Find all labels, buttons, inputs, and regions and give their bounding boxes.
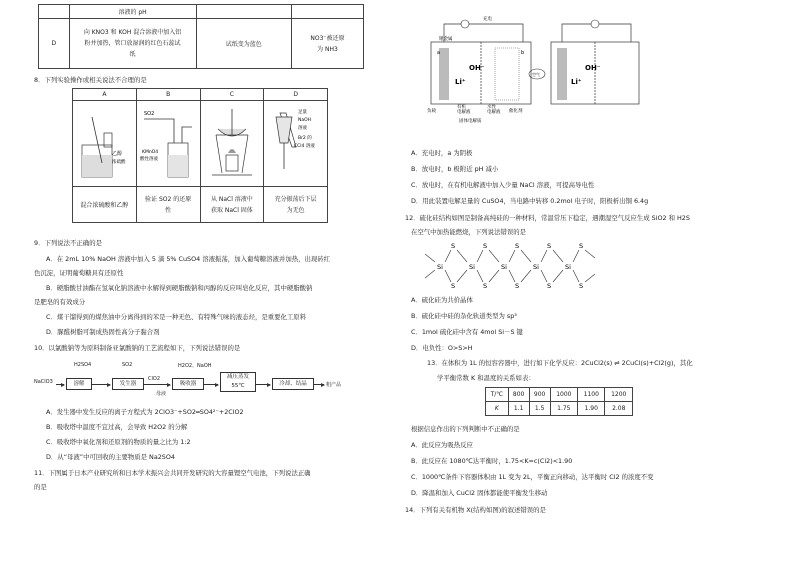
svg-text:S: S [579,282,584,290]
q10-option-b: B．吸收塔中温度不宜过高，会导致 H2O2 的分解 [46,423,188,431]
flow-evaporate-box: 减压蒸发 55℃ [220,372,256,392]
phenomenon-cell: 试纸变为蓝色 [196,19,291,69]
svg-text:CCl4 溶液: CCl4 溶液 [293,143,315,149]
q9-stem: 9．下列说法不正确的是 [34,239,102,247]
q8-caption-b: 验证 SO2 的还原 性 [136,187,200,223]
svg-text:酸性溶液: 酸性溶液 [140,156,159,162]
svg-text:S: S [579,242,584,250]
svg-text:b: b [521,50,525,56]
svg-text:S: S [547,282,552,290]
flow-absorber-box: 吸收器 [172,378,204,390]
svg-text:负载: 负载 [427,109,436,114]
q10-flowchart: NaClO3 H2SO4 SO2 溶解 发生器 ClO2 母液 H2O2、NaOH 吸收器 减压蒸发 55℃ 冷却、结晶 粗产品 [34,362,342,397]
q12-stem: 12．硫化硅结构如图是制备高纯硅的一种材料，常温常压下稳定，遇潮湿空气反应生成 SiO2 和 H2S [405,214,690,222]
q11-stem: 11．下图属于日本产业研究所和日本学术振兴会共同开发研究的大容量锂空气电池，下列说法正确 [34,469,311,477]
svg-text:有机: 有机 [457,105,466,110]
svg-text:NaOH: NaOH [297,117,311,123]
svg-text:S: S [515,282,520,290]
q10-option-c: C．吸收塔中氧化剂和还原剂的物质的量之比为 1:2 [46,438,191,446]
operation-cell: 向 KNO3 和 KOH 混合溶液中加入铝 粉并加热，管口放湿润的红色石蕊试 纸 [69,19,196,69]
q11-option-b: B．放电时，b 极附近 pH 减小 [411,165,499,173]
conclusion-cell: NO3⁻被还原 为 NH3 [291,19,363,69]
q9-option-a-cont: 色沉淀，证明葡萄糖具有还原性 [34,269,124,277]
q13-option-d: D．降温和加入 CuCl2 固体都能使平衡发生移动 [411,489,548,497]
q11-option-d: D．用此装置电解足量的 CuSO4，当电路中转移 0.2mol 电子时，阳极析出铜 6.4g [411,197,649,205]
q9-option-c: C．煤干馏得到的煤焦油中分离得到的苯是一种无色、有特殊气味的液态烃，是重要化工原料 [46,313,307,321]
svg-text:Si: Si [501,263,507,271]
svg-text:Si: Si [533,263,539,271]
svg-text:水性: 水性 [487,105,496,110]
q9-option-b-cont: 是肥皂的有效成分 [34,298,86,306]
q13-stem: 13．在体积为 1L 的恒容容器中，进行如下化学反应：2CuCl2(s) ⇌ 2CuCl(s)+Cl2(g)，其化 [427,359,693,367]
flow-generator-box: 发生器 [112,378,144,390]
q10-option-d: D．从“母液”中可回收的主要物质是 Na2SO4 [46,453,175,461]
svg-text:KMnO4: KMnO4 [142,149,159,155]
top-table-cell: 溶液的 pH [69,5,196,19]
q8-caption-d: 充分振荡后下层 为无色 [264,187,328,223]
q8-caption-a: 混合浓硫酸和乙醇 [73,187,137,223]
q13-stem-cont: 学平衡常数 K 和温度的关系如表： [437,374,535,382]
q9-option-a: A．在 2mL 10% NaOH 溶液中加入 5 滴 5% CuSO4 溶液振荡，加入葡萄糖溶液并加热，出现砖红 [46,255,331,263]
q11-stem-cont: 的是 [34,483,47,491]
q8-header-d: D [264,89,328,101]
q11-option-c: C．放电时，在有机电解液中加入少量 NaCl 溶液，可提高导电性 [411,181,595,189]
svg-text:S: S [547,242,552,250]
svg-text:S: S [451,242,456,250]
top-table [38,4,364,69]
flow-cool-crystallize-box: 冷却、结晶 [272,378,314,390]
svg-text:a: a [437,50,441,56]
svg-text:Li⁺: Li⁺ [455,78,466,86]
q9-option-b: B．硬脂酸甘油酯在氢氧化钠溶液中水解得到硬脂酸钠和丙醇的反应叫皂化反应，其中硬脂酸钠 [46,284,313,292]
svg-text:OH⁻: OH⁻ [469,64,485,72]
beaker-figure [74,103,134,183]
q8-figure-d [264,101,328,187]
q13-k-table: T/℃ 800 900 1000 1100 1200 K 1.1 1.5 1.75 1.90 2.08 [485,387,633,416]
svg-text:锂金属: 锂金属 [439,37,453,42]
silicon-sulfide-structure [425,240,625,290]
top-table-empty [39,5,70,19]
svg-text:Si: Si [469,263,475,271]
q13-after: 根据信息作出的下列判断中不正确的是 [411,425,520,433]
q13-option-a: A．此反应为吸热反应 [411,441,473,449]
svg-text:OH⁻: OH⁻ [585,64,601,72]
svg-text:浓硫酸: 浓硫酸 [112,159,126,165]
q12-option-a: A．硫化硅为共价晶体 [411,296,473,304]
svg-text:充电: 充电 [483,17,492,22]
option-label: D [39,19,70,69]
q12-option-d: D．电负性：O>S>H [411,344,473,352]
q8-figure-b [136,101,200,187]
svg-text:固体电解质: 固体电解质 [459,119,482,124]
gas-bottle-figure [138,103,198,183]
svg-text:足量: 足量 [297,109,307,115]
q12-option-b: B．硫化硅中硅的杂化轨道类型为 sp³ [411,312,517,320]
battery-figure [425,12,645,124]
q13-option-b: B．此反应在 1080℃达平衡时，1.75<K=c(Cl2)<1.90 [411,457,573,465]
svg-text:SO2: SO2 [144,110,155,117]
q8-figure-a [73,101,137,187]
svg-text:Si: Si [565,263,571,271]
q8-caption-c: 从 NaCl 溶液中 获取 NaCl 固体 [200,187,264,223]
q9-option-d: D．脲醛树脂可制成热固性高分子黏合剂 [46,328,160,336]
svg-text:S: S [483,282,488,290]
q8-header-b: B [136,89,200,101]
flow-dissolve-box: 溶解 [66,378,92,390]
q12-stem-cont: 在空气中加热能燃烧，下列说法错误的是 [411,228,527,236]
q8-header-a: A [73,89,137,101]
svg-text:电解液: 电解液 [487,110,501,115]
q8-table [72,88,328,223]
separatory-funnel-figure [266,103,326,183]
svg-text:溶液: 溶液 [297,125,307,131]
q8-header-c: C [200,89,264,101]
svg-text:Li⁺: Li⁺ [571,78,582,86]
q10-option-a: A．发生器中发生反应的离子方程式为 2ClO3⁻+SO2═SO4²⁻+2ClO2 [46,408,244,416]
q14-stem: 14．下列有关有机物 X(结构如图)的叙述错误的是 [405,506,546,514]
svg-text:S: S [515,242,520,250]
q8-stem: 8．下列实验操作或相关说法不合理的是 [34,76,147,84]
q11-option-a: A．充电时，a 为阴极 [411,149,473,157]
q12-option-c: C．1mol 硫化硅中含有 4mol Si－S 键 [411,328,523,336]
q8-figure-c [200,101,264,187]
q10-stem: 10．以氯酸钠等为原料制备亚氯酸钠的工艺流程如下，下列说法错误的是 [34,344,241,352]
svg-text:空气: 空气 [532,72,540,77]
svg-text:乙醇: 乙醇 [112,150,123,157]
svg-text:电解液: 电解液 [457,110,471,115]
svg-text:S: S [483,242,488,250]
evaporating-dish-figure [202,103,262,183]
svg-text:S: S [451,282,456,290]
q13-option-c: C．1000℃条件下容器体积由 1L 变为 2L，平衡正向移动，达平衡时 Cl2 的浓度不变 [411,473,654,481]
svg-text:Br2 的: Br2 的 [297,135,312,141]
svg-text:Si: Si [437,263,443,271]
svg-text:催化剂: 催化剂 [509,109,523,114]
